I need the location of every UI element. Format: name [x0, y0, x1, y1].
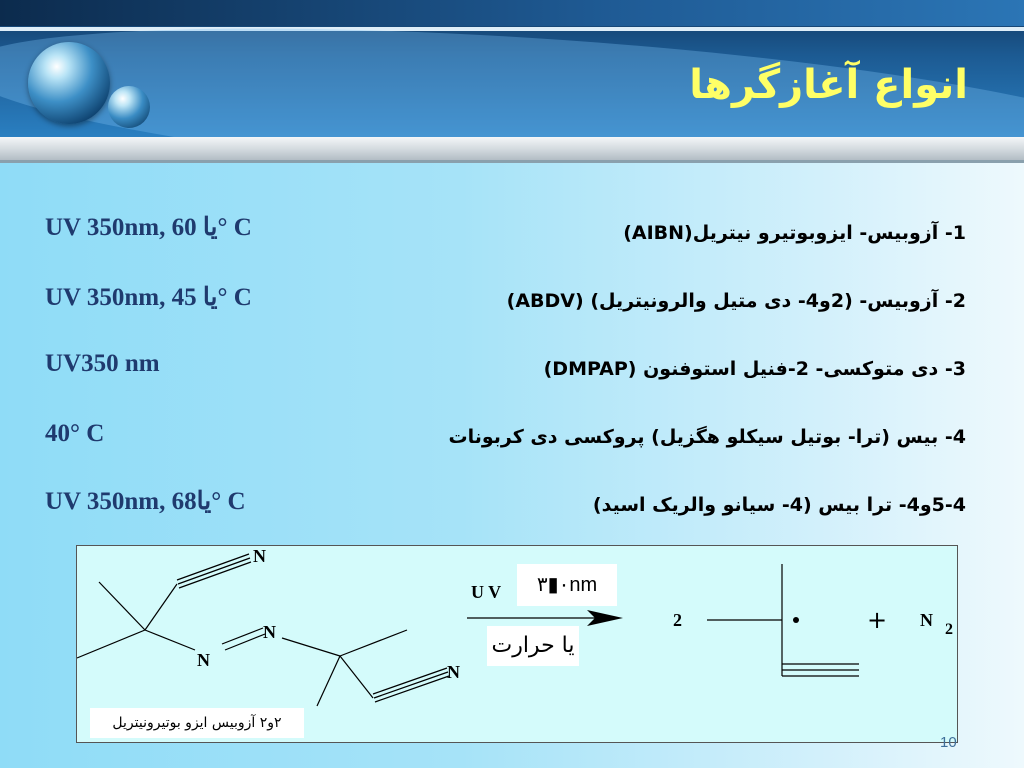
nitrogen-label-2: N: [197, 650, 210, 670]
bond-to-nitrile-2: [340, 656, 373, 698]
azo-double-bond-a: [222, 628, 263, 644]
bond-methyl-3: [340, 630, 407, 656]
wavelength-box: ۳▮۰nm: [517, 564, 617, 606]
heat-box: یا حرارت: [487, 626, 579, 666]
initiator-4-condition: 40° C: [45, 420, 105, 447]
nitrogen-label-4: N: [447, 662, 460, 682]
reaction-caption: ۲و۲ آزوبیس ایزو بوتیرونیتریل: [90, 708, 304, 738]
n2-label: N: [920, 610, 933, 630]
initiator-5-condition: UV 350nm, یا68° C: [45, 488, 246, 515]
initiator-1-condition: UV 350nm, یا 60° C: [45, 214, 252, 241]
initiator-1-name: 1- آزوبیس- ایزوبوتیرو نیتریل(AIBN): [623, 222, 966, 244]
bond-methyl-1: [99, 582, 145, 630]
n2-subscript: 2: [945, 621, 953, 638]
bond-methyl-4: [317, 656, 340, 706]
globe-icon: [28, 42, 110, 124]
header-top-band: [0, 0, 1024, 26]
radical-coefficient: 2: [673, 610, 682, 630]
uv-label: U V: [471, 582, 502, 602]
reaction-figure: [76, 545, 958, 743]
slide-title: انواع آغازگرها: [689, 62, 968, 108]
header-banner: [0, 0, 1024, 137]
silver-bar-shadow: [0, 160, 1024, 163]
nitrogen-label-1: N: [253, 546, 266, 566]
nitrogen-label-3: N: [263, 622, 276, 642]
initiator-5-name: 5-4و4- ترا بیس (4- سیانو والریک اسید): [592, 494, 966, 516]
nitrile-2-bond-b: [374, 672, 448, 698]
initiator-3-condition: UV350 nm: [45, 350, 160, 377]
slide-number: 10: [940, 734, 957, 751]
initiator-3-name: 3- دی متوکسی- 2-فنیل استوفنون (DMPAP): [543, 358, 966, 380]
small-globe-icon: [108, 86, 150, 128]
plus-sign: +: [867, 606, 888, 634]
initiator-2-name: 2- آزوبیس- (2و4- دی متیل والرونیتریل) (ABDV): [506, 290, 966, 312]
bond-to-azo: [145, 630, 195, 650]
initiator-4-name: 4- بیس (ترا- بوتیل سیکلو هگزیل) پروکسی دی کربونات: [448, 426, 966, 448]
silver-bar: [0, 137, 1024, 163]
radical-dot: [793, 617, 799, 623]
bond-methyl-2: [77, 630, 145, 658]
initiator-2-condition: UV 350nm, یا 45° C: [45, 284, 252, 311]
bond-to-nitrile-1: [145, 584, 177, 630]
nitrile-1-bond-b: [178, 558, 250, 584]
bond-azo-to-carbon: [282, 638, 340, 656]
azo-double-bond-b: [225, 634, 265, 650]
